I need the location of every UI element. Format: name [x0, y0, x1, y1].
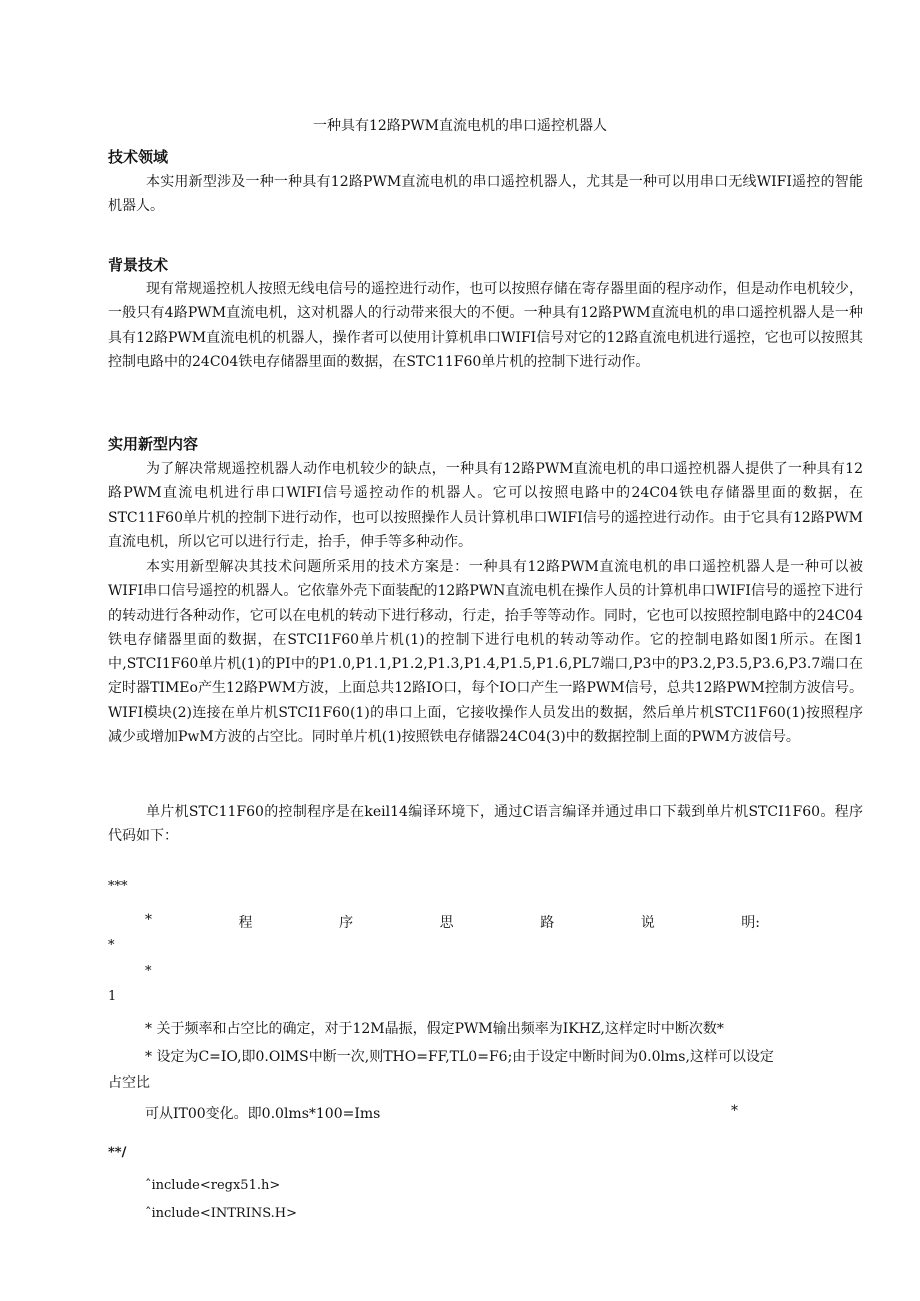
content-paragraph-2: 本实用新型解决其技术问题所采用的技术方案是：一种具有12路PWM直流电机的串口遥控机器人是一种可以被WIFI串口信号遥控的机器人。它依靠外壳下面装配的12路PWN直流电机在操作人员的计算机串口WIFI信号的遥控下进行的转动进行各种动作，它可以在电机的转动下进行移动，行走，抬手等等动作。同时，它也可以按照控制电路中的24C04铁电存储器里面的数据，在STCI1F60单片机(1)的控制下进行电机的转动等动作。它的控制电路如图1所示。在图1中,STCI1F60单片机(1)的PI中的P1.0,P1.1,P1.2,P1.3,P1.4,P1.5,P1.6,PL7端口,P3中的P3.2,P3.5,P3.6,P3.7端口在定时器TIMEo产生12路PWM方波，上面总共12路IO口，每个IO口产生一路PWM信号，总共12路PWM控制方波信号。WIFI模块(2)连接在单片机STCI1F60(1)的串口上面，它接收操作人员发出的数据，然后单片机STCI1F60(1)按照程序减少或增加PwM方波的占空比。同时单片机(1)按照铁电存储器24C04(3)中的数据控制上面的PWM方波信号。 [108, 559, 863, 746]
code-include-line: ˆinclude<INTRINS.H> [145, 1206, 298, 1221]
section-heading-field: 技术领域 [108, 148, 169, 166]
spread-char: 说 [640, 915, 655, 931]
section-heading-background: 背景技术 [108, 256, 169, 274]
field-paragraph: 本实用新型涉及一种一种具有12路PWM直流电机的串口遥控机器人，尤其是一种可以用串口无线WIFI遥控的智能机器人。 [108, 174, 863, 215]
code-comment-line: 占空比 [108, 1075, 150, 1091]
background-paragraph: 现有常规遥控机人按照无线电信号的遥控进行动作，也可以按照存储在寄存器里面的程序动作，但是动作电机较少，一般只有4路PWM直流电机，这对机器人的行动带来很大的不便。一种具有12路PWM直流电机的串口遥控机器人是一种具有12路PWM直流电机的机器人，操作者可以使用计算机串口WIFI信号对它的12路直流电机进行遥控，它也可以按照其控制电路中的24C04铁电存储器里面的数据，在STC11F60单片机的控制下进行动作。 [108, 281, 863, 370]
spread-char: 思 [439, 915, 454, 931]
code-comment-line: 可从IT00变化。即0.0lms*100=Ims [145, 1106, 381, 1122]
code-comment-star: * [145, 964, 152, 979]
code-comment-line: * 关于频率和占空比的确定，对于12M晶振，假定PWM输出频率为IKHZ,这样定时中断次数* [145, 1021, 724, 1037]
spread-char: 序 [339, 915, 354, 931]
spread-char: 路 [540, 915, 555, 931]
code-comment-heading [145, 912, 760, 932]
spread-char: * [145, 912, 152, 928]
code-comment-star: * [731, 1103, 738, 1119]
code-comment-star: * [108, 938, 115, 953]
document-title: 一种具有12路PWM直流电机的串口遥控机器人 [313, 118, 607, 134]
spread-char: 程 [238, 915, 253, 931]
code-comment-line: 1 [108, 989, 117, 1004]
code-comment-line: * 设定为C=IO,即0.OlMS中断一次,则THO=FF,TL0=F6;由于设定中断时间为0.0lms,这样可以设定 [145, 1049, 774, 1065]
content-paragraph-1: 为了解决常规遥控机器人动作电机较少的缺点，一种具有12路PWM直流电机的串口遥控机器人提供了一种具有12路PWM直流电机进行串口WIFI信号遥控动作的机器人。它可以按照电路中的24C04铁电存储器里面的数据，在STC11F60单片机的控制下进行动作，也可以按照操作人员计算机串口WIFI信号的遥控进行动作。由于它具有12路PWM直流电机，所以它可以进行行走，抬手，伸手等多种动作。 [108, 461, 863, 550]
code-comment-close: **/ [108, 1145, 127, 1160]
spread-char: 明: [741, 915, 760, 931]
code-comment-open: *** [108, 879, 128, 894]
section-heading-content: 实用新型内容 [108, 435, 199, 453]
content-paragraph-3: 单片机STC11F60的控制程序是在keil14编译环境下，通过C语言编译并通过串口下载到单片机STCI1F60。程序代码如下： [108, 804, 863, 845]
code-include-line: ˆinclude<regx51.h> [145, 1178, 281, 1193]
